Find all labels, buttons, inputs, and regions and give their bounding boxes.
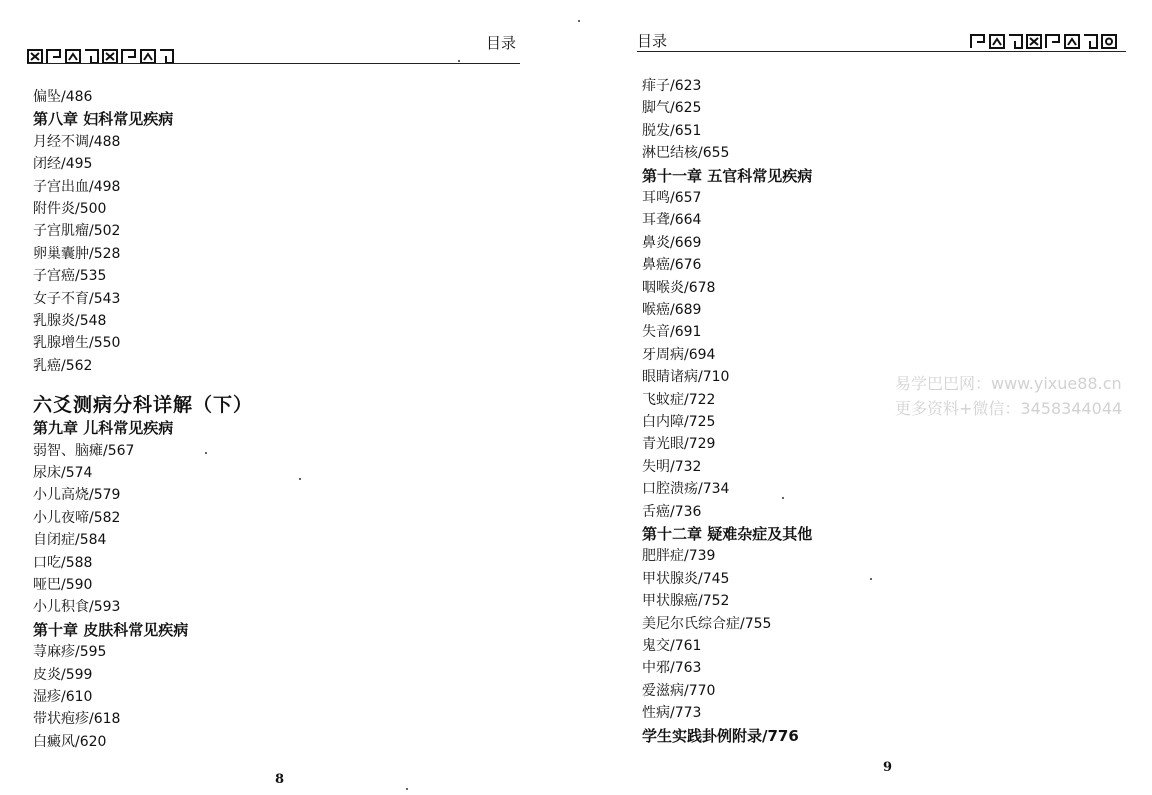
toc-item: 淋巴结核/655 [642,145,730,162]
scan-speck [870,578,872,580]
scan-speck [458,60,460,62]
header-title: 目录 [486,34,517,52]
toc-item: 弱智、脑瘫/567 [33,442,135,459]
toc-item: 飞蚊症/722 [642,391,716,408]
toc-item: 口腔溃疡/734 [642,481,730,498]
toc-item: 青光眼/729 [642,436,716,453]
header-rule [637,51,1126,52]
toc-item: 月经不调/488 [33,133,121,150]
toc-part-heading: 六爻测病分科详解（下） [33,394,254,417]
toc-item: 子宫癌/535 [33,268,107,285]
meander-border-ornament [969,33,1129,51]
toc-chapter-heading: 第十一章 五官科常见疾病 [642,166,813,185]
toc-item: 子宫出血/498 [33,178,121,195]
toc-item: 附件炎/500 [33,201,107,217]
toc-item: 耳鸣/657 [642,190,702,206]
toc-item: 肥胖症/739 [642,548,716,565]
watermark-contact: 更多资料+微信：3458344044 [895,399,1123,418]
toc-item: 中邪/763 [642,660,702,677]
toc-item: 女子不育/543 [33,290,121,307]
toc-item: 带状疱疹/618 [33,711,121,728]
toc-item: 痱子/623 [642,78,702,94]
page-number: 8 [275,772,285,787]
toc-item: 耳聋/664 [642,212,702,229]
toc-item: 自闭症/584 [33,532,107,549]
toc-item: 喉癌/689 [642,302,702,318]
toc-item: 皮炎/599 [33,666,93,683]
watermark-url: 易学巴巴网：www.yixue88.cn [895,374,1122,393]
toc-item: 性病/773 [642,705,702,722]
toc-item: 口吃/588 [33,554,93,571]
scan-speck [299,478,301,480]
scan-speck [205,452,207,454]
header-rule [27,63,520,64]
toc-chapter-heading: 第八章 妇科常见疾病 [33,110,174,129]
toc-item: 咽喉炎/678 [642,279,716,296]
toc-item: 乳腺增生/550 [33,335,121,352]
toc-item: 甲状腺炎/745 [642,570,730,587]
scan-speck [782,497,784,499]
toc-item: 哑巴/590 [33,577,93,593]
page-number: 9 [883,760,893,775]
toc-item: 卵巢囊肿/528 [33,245,121,262]
toc-item: 子宫肌瘤/502 [33,223,121,240]
toc-item: 偏坠/486 [33,89,93,105]
toc-item: 闭经/495 [33,156,93,173]
toc-item: 乳腺炎/548 [33,313,107,329]
toc-chapter-heading: 第十二章 疑难杂症及其他 [642,525,813,543]
toc-item: 牙周病/694 [642,346,716,363]
toc-item: 乳癌/562 [33,357,93,374]
toc-item: 甲状腺癌/752 [642,593,730,610]
toc-item: 失明/732 [642,458,702,475]
toc-item: 脚气/625 [642,100,702,117]
toc-item: 白内障/725 [642,414,716,430]
toc-item: 白癜风/620 [33,733,107,750]
scan-speck [406,788,408,790]
toc-item: 舌癌/736 [642,503,702,520]
toc-chapter-heading: 第九章 儿科常见疾病 [33,419,174,438]
toc-item: 小儿高烧/579 [33,487,121,504]
toc-item: 荨麻疹/595 [33,644,107,661]
toc-item: 尿床/574 [33,465,93,481]
toc-item: 脱发/651 [642,122,702,139]
toc-item: 失音/691 [642,324,702,341]
toc-item: 湿疹/610 [33,689,93,705]
toc-item: 眼睛诸病/710 [642,369,730,386]
scan-speck [578,20,580,22]
toc-item: 鼻炎/669 [642,234,702,251]
toc-item: 爱滋病/770 [642,682,716,699]
header-title: 目录 [637,32,668,50]
toc-item: 鬼交/761 [642,638,702,654]
toc-chapter-heading: 第十章 皮肤科常见疾病 [33,620,189,639]
right-page [576,0,1152,795]
toc-item: 鼻癌/676 [642,257,702,274]
toc-chapter-heading: 学生实践卦例附录/776 [642,726,799,745]
toc-item: 小儿夜啼/582 [33,509,121,526]
toc-item: 美尼尔氏综合症/755 [642,615,772,632]
toc-item: 小儿积食/593 [33,599,121,616]
